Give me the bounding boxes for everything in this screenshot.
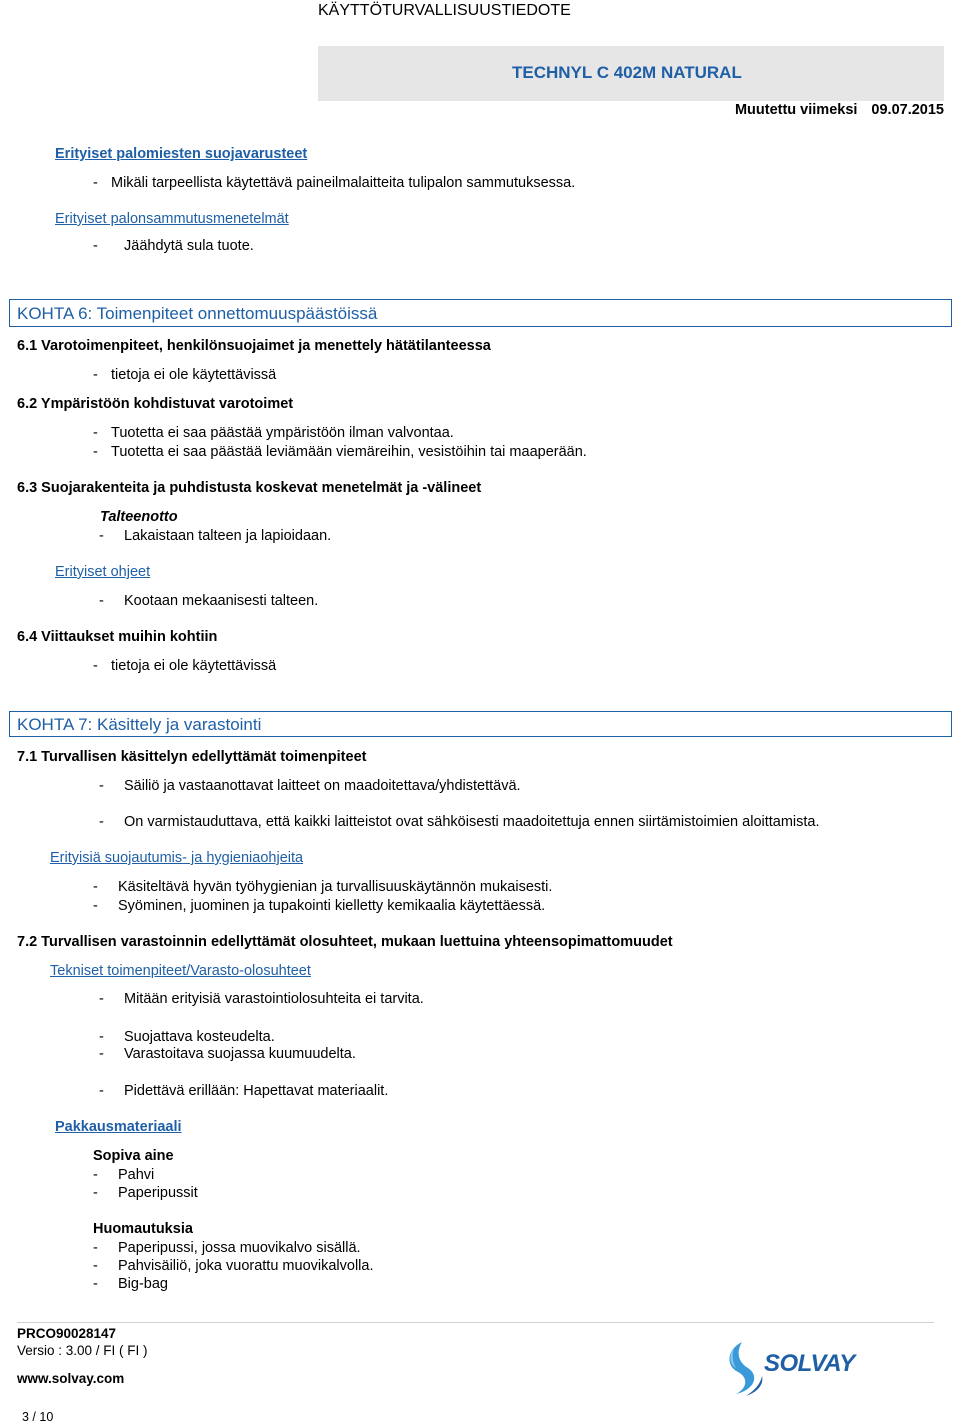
- fire-methods-heading: Erityiset palonsammutusmenetelmät: [55, 211, 289, 227]
- list-item: - Kootaan mekaanisesti talteen.: [99, 593, 319, 609]
- list-item: - Jäähdytä sula tuote.: [93, 238, 254, 254]
- website-link[interactable]: www.solvay.com: [17, 1371, 125, 1386]
- revised-label: Muutettu viimeksi: [734, 102, 858, 118]
- list-item: - Suojattava kosteudelta.: [99, 1029, 275, 1045]
- document-title: KÄYTTÖTURVALLISUUSTIEDOTE: [318, 2, 571, 19]
- s63-subheading-instructions: Erityiset ohjeet: [55, 564, 151, 580]
- s61-heading: 6.1 Varotoimenpiteet, henkilönsuojaimet ja menettely hätätilanteessa: [17, 338, 491, 354]
- s62-heading: 6.2 Ympäristöön kohdistuvat varotoimet: [17, 396, 294, 412]
- solvay-logo: [724, 1338, 854, 1398]
- list-item: - tietoja ei ole käytettävissä: [93, 367, 277, 383]
- packaging-notes-heading: Huomautuksia: [93, 1221, 193, 1237]
- list-item: - Pidettävä erillään: Hapettavat materiaalit.: [99, 1083, 389, 1099]
- packaging-suitable-heading: Sopiva aine: [93, 1148, 174, 1164]
- s64-heading: 6.4 Viittaukset muihin kohtiin: [17, 629, 218, 645]
- footer-divider: [17, 1322, 934, 1323]
- revised-date: 09.07.2015: [871, 102, 944, 118]
- list-item: - Big-bag: [93, 1276, 168, 1292]
- list-item: - Mitään erityisiä varastointiolosuhteita ei tarvita.: [99, 991, 424, 1007]
- list-item: - Syöminen, juominen ja tupakointi kielletty kemikaalia käytettäessä.: [93, 898, 546, 914]
- section-6-title: KOHTA 6: Toimenpiteet onnettomuuspäästöissä: [17, 304, 378, 323]
- section-7-title: KOHTA 7: Käsittely ja varastointi: [17, 715, 262, 734]
- hygiene-heading: Erityisiä suojautumis- ja hygieniaohjeita: [50, 850, 304, 866]
- product-name: TECHNYL C 402M NATURAL: [512, 63, 742, 82]
- solvay-logo-text: SOLVAY: [764, 1350, 855, 1377]
- list-item: - Paperipussi, jossa muovikalvo sisällä.: [93, 1240, 361, 1256]
- revision-info: [735, 102, 944, 118]
- list-item: - Paperipussit: [93, 1185, 198, 1201]
- s71-heading: 7.1 Turvallisen käsittelyn edellyttämät toimenpiteet: [17, 749, 367, 765]
- s63-heading: 6.3 Suojarakenteita ja puhdistusta koskevat menetelmät ja -välineet: [17, 480, 482, 496]
- s63-subheading-recovery: Talteenotto: [100, 509, 178, 525]
- list-item: - On varmistauduttava, että kaikki laitteistot ovat sähköisesti maadoitettuja ennen siirtämistoimien aloittamista.: [99, 814, 820, 830]
- list-item: - Mikäli tarpeellista käytettävä paineilmalaitteita tulipalon sammutuksessa.: [93, 175, 576, 191]
- product-code: PRCO90028147: [17, 1326, 117, 1341]
- list-item: - Tuotetta ei saa päästää leviämään viemäreihin, vesistöihin tai maaperään.: [93, 444, 587, 460]
- list-item: - Säiliö ja vastaanottavat laitteet on maadoitettava/yhdistettävä.: [99, 778, 521, 794]
- list-item: - Varastoitava suojassa kuumuudelta.: [99, 1046, 356, 1062]
- page-number: 3 / 10: [22, 1410, 54, 1424]
- list-item: - Lakaistaan talteen ja lapioidaan.: [99, 528, 332, 544]
- list-item: - Tuotetta ei saa päästää ympäristöön ilman valvontaa.: [93, 425, 454, 441]
- list-item: - Pahvi: [93, 1167, 155, 1183]
- version-info: Versio : 3.00 / FI ( FI ): [17, 1343, 148, 1358]
- fire-equipment-heading: Erityiset palomiesten suojavarusteet: [55, 146, 308, 162]
- packaging-heading: Pakkausmateriaali: [55, 1119, 182, 1135]
- list-item: - Käsiteltävä hyvän työhygienian ja turvallisuuskäytännön mukaisesti.: [93, 879, 553, 895]
- list-item: - tietoja ei ole käytettävissä: [93, 658, 277, 674]
- technical-measures-heading: Tekniset toimenpiteet/Varasto-olosuhteet: [50, 963, 311, 979]
- list-item: - Pahvisäiliö, joka vuorattu muovikalvolla.: [93, 1258, 374, 1274]
- s72-heading: 7.2 Turvallisen varastoinnin edellyttämät olosuhteet, mukaan luettuina yhteensopimattomuudet: [17, 934, 673, 950]
